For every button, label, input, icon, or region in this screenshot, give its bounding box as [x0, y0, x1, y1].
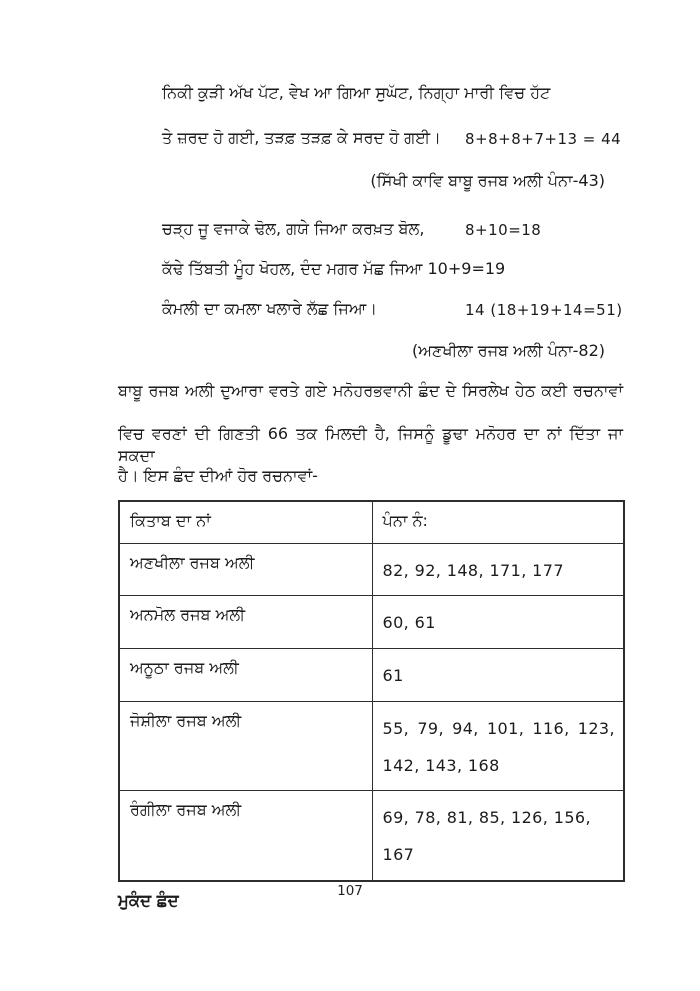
- poem-line-text: ਚੜ੍ਹ ਜੂ ਵਜਾਕੇ ਢੋਲ, ਗਯੇ ਜਿਆ ਕਰਖ਼ਤ ਬੋਲ,: [162, 219, 425, 238]
- page-numbers-cell: 61: [372, 649, 624, 702]
- table-row: [119, 543, 624, 596]
- poem-stanza-2: [118, 218, 623, 362]
- syllable-count-equation: 8+10=18: [465, 221, 542, 239]
- poem-line: [118, 127, 623, 149]
- poem-line: [118, 298, 623, 320]
- table-row: [119, 649, 624, 702]
- poem-line: [118, 258, 623, 280]
- poem-line: [118, 218, 623, 240]
- source-citation: (ਸਿੱਖੀ ਕਾਵਿ ਬਾਬੂ ਰਜਬ ਅਲੀ ਪੰਨਾ-43): [370, 171, 605, 190]
- page-numbers-cell: 60, 61: [372, 596, 624, 649]
- section-heading: ਮੁਕੰਦ ਛੰਦ: [118, 891, 179, 911]
- poem-stanza-1: [118, 82, 623, 192]
- book-pages-table: [118, 500, 625, 882]
- book-name-cell: ਅਨਮੋਲ ਰਜਬ ਅਲੀ: [119, 596, 372, 649]
- column-header-page-no: ਪੰਨਾ ਨੰ:: [372, 501, 624, 543]
- page-numbers-cell: 55, 79, 94, 101, 116, 123, 142, 143, 168: [372, 701, 624, 791]
- poem-line-text: ਕੰਮਲੀ ਦਾ ਕਮਲਾ ਖਲਾਰੇ ਲੱਛ ਜਿਆ।: [162, 299, 378, 318]
- book-name-cell: ਅਨੂਠਾ ਰਜਬ ਅਲੀ: [119, 649, 372, 702]
- table-row: [119, 701, 624, 791]
- paragraph-line: ਬਾਬੂ ਰਜਬ ਅਲੀ ਦੁਆਰਾ ਵਰਤੇ ਗਏ ਮਨੋਹਰਭਵਾਨੀ ਛੰਦ ਦੇ ਸਿਰਲੇਖ ਹੇਠ ਕਈ ਰਚਨਾਵਾਂ: [118, 381, 623, 400]
- book-name-cell: ਰੰਗੀਲਾ ਰਜਬ ਅਲੀ: [119, 791, 372, 881]
- paragraph-line: ਵਿਚ ਵਰਣਾਂ ਦੀ ਗਿਣਤੀ 66 ਤਕ ਮਿਲਦੀ ਹੈ, ਜਿਸਨੂੰ ਡੂਢਾ ਮਨੋਹਰ ਦਾ ਨਾਂ ਦਿੱਤਾ ਜਾ ਸਕਦਾ: [118, 424, 623, 465]
- poem-line-text: ਕੱਢੇ ਤਿੱਬਤੀ ਮੂੰਹ ਖੋਹਲ, ਦੰਦ ਮਗਰ ਮੱਛ ਜਿਆ 10+9=19: [162, 259, 506, 278]
- page-numbers-cell: 82, 92, 148, 171, 177: [372, 543, 624, 596]
- table-row: [119, 791, 624, 881]
- book-name-cell: ਜੋਸ਼ੀਲਾ ਰਜਬ ਅਲੀ: [119, 701, 372, 791]
- page-numbers-cell: 69, 78, 81, 85, 126, 156, 167: [372, 791, 624, 881]
- column-header-book-name: ਕਿਤਾਬ ਦਾ ਨਾਂ: [119, 501, 372, 543]
- table-row: [119, 596, 624, 649]
- syllable-count-equation: 8+8+8+7+13 = 44: [465, 130, 622, 148]
- book-name-cell: ਅਣਖੀਲਾ ਰਜਬ ਅਲੀ: [119, 543, 372, 596]
- table-header-row: [119, 501, 624, 543]
- body-paragraph: [118, 380, 623, 487]
- source-citation: (ਅਣਖੀਲਾ ਰਜਬ ਅਲੀ ਪੰਨਾ-82): [411, 341, 605, 360]
- poem-line: [118, 82, 623, 104]
- page-number: 107: [337, 883, 363, 899]
- poem-line-text: ਨਿਕੀ ਕੁੜੀ ਅੱਖ ਪੱਟ, ਵੇਖ ਆ ਗਿਆ ਸੁਘੱਟ, ਨਿਗ੍ਹਾ ਮਾਰੀ ਵਿਚ ਹੱਟ: [162, 83, 551, 102]
- poem-line-text: ਤੇ ਜ਼ਰਦ ਹੋ ਗਈ, ਤੜਫ਼ ਤੜਫ਼ ਕੇ ਸਰਦ ਹੋ ਗਈ।: [162, 128, 441, 147]
- paragraph-line: ਹੈ। ਇਸ ਛੰਦ ਦੀਆਂ ਹੋਰ ਰਚਨਾਵਾਂ-: [118, 466, 318, 485]
- page-content: [118, 0, 623, 913]
- syllable-count-equation: 14 (18+19+14=51): [465, 301, 623, 319]
